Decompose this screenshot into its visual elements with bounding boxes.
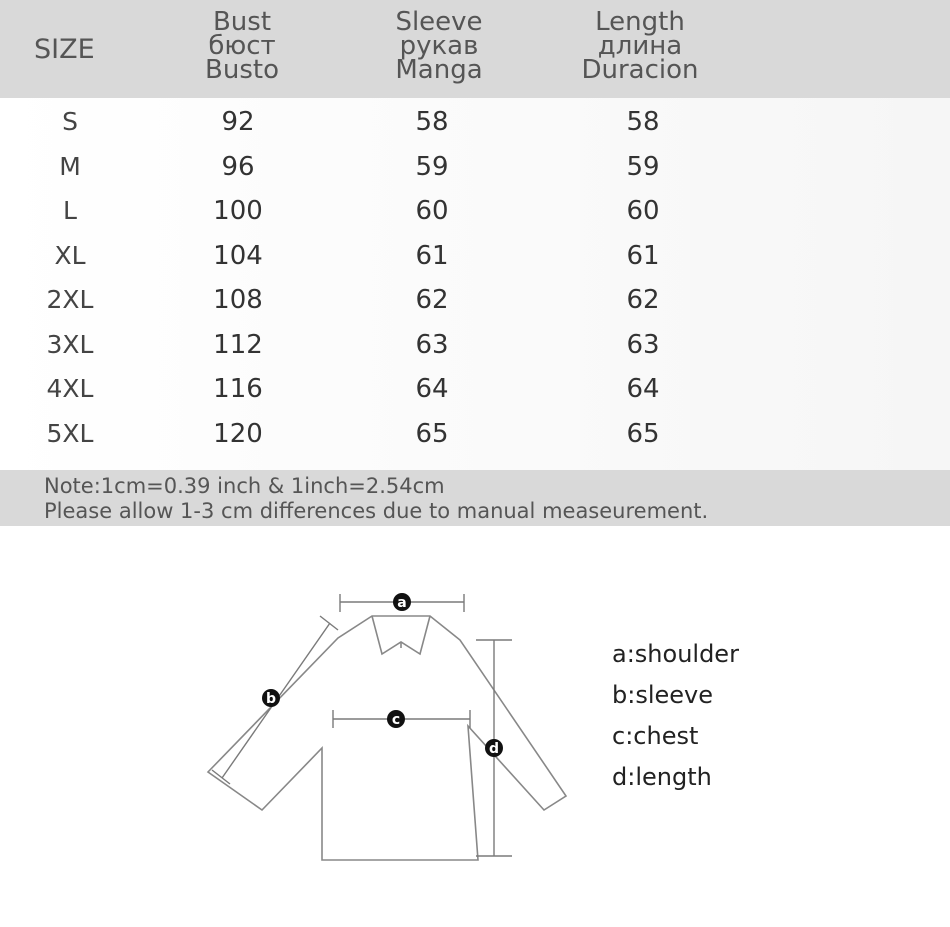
- legend-length: d:length: [612, 763, 712, 791]
- length-cell: 59: [626, 152, 660, 182]
- bust-header: [180, 7, 304, 85]
- note-line-1: Note:1cm=0.39 inch & 1inch=2.54cm: [44, 474, 445, 498]
- marker-a-label: a: [397, 595, 407, 611]
- table-row: [0, 189, 950, 233]
- table-row: [0, 278, 950, 322]
- bust-cell: 120: [213, 419, 263, 449]
- bust-cell: 112: [213, 330, 263, 360]
- bust-header-es: Busto: [205, 55, 279, 85]
- length-cell: 62: [626, 285, 660, 315]
- sleeve-cell: 61: [415, 241, 449, 271]
- marker-a: [393, 593, 411, 611]
- note-line-2: Please allow 1-3 cm differences due to manual measeurement.: [44, 499, 709, 523]
- sleeve-cell: 64: [415, 374, 449, 404]
- length-cell: 61: [626, 241, 660, 271]
- size-cell: 2XL: [46, 285, 94, 314]
- marker-d: [485, 739, 503, 757]
- bust-cell: 108: [213, 285, 263, 315]
- legend-chest: c:chest: [612, 722, 699, 750]
- sleeve-header-en: Sleeve: [395, 7, 483, 37]
- table-row: [0, 412, 950, 456]
- length-cell: 60: [626, 196, 660, 226]
- bust-header-ru: бюст: [208, 31, 276, 61]
- size-table-header: [0, 0, 950, 98]
- sleeve-cell: 63: [415, 330, 449, 360]
- table-row: [0, 323, 950, 367]
- measurement-note: [0, 470, 950, 526]
- sleeve-cell: 59: [415, 152, 449, 182]
- sleeve-cell: 65: [415, 419, 449, 449]
- size-cell: 4XL: [46, 374, 94, 403]
- marker-d-label: d: [488, 741, 500, 757]
- legend-shoulder: a:shoulder: [612, 640, 739, 668]
- size-cell: S: [62, 107, 78, 136]
- bust-cell: 116: [213, 374, 263, 404]
- size-cell: XL: [54, 241, 86, 270]
- length-cell: 58: [626, 107, 660, 137]
- size-cell: 3XL: [46, 330, 94, 359]
- shirt-diagram: [0, 526, 950, 923]
- marker-b-label: b: [265, 691, 277, 707]
- length-header-en: Length: [595, 7, 685, 37]
- table-row: [0, 100, 950, 144]
- table-row: [0, 145, 950, 189]
- length-header: [570, 7, 710, 85]
- marker-b: [262, 689, 280, 707]
- sleeve-header: [372, 7, 506, 85]
- measurement-diagram: [0, 526, 950, 923]
- bust-header-en: Bust: [212, 7, 272, 37]
- length-header-ru: длина: [597, 31, 683, 61]
- length-cell: 63: [626, 330, 660, 360]
- legend-sleeve: b:sleeve: [612, 681, 713, 709]
- bust-cell: 96: [221, 152, 255, 182]
- length-cell: 65: [626, 419, 660, 449]
- size-cell: 5XL: [46, 419, 94, 448]
- bust-cell: 92: [221, 107, 255, 137]
- sleeve-header-ru: рукав: [399, 31, 479, 61]
- sleeve-cell: 60: [415, 196, 449, 226]
- length-header-es: Duracion: [581, 55, 699, 85]
- table-row: [0, 234, 950, 278]
- table-row: [0, 367, 950, 411]
- marker-c: [387, 710, 405, 728]
- bust-cell: 104: [213, 241, 263, 271]
- length-cell: 64: [626, 374, 660, 404]
- bust-cell: 100: [213, 196, 263, 226]
- size-cell: L: [63, 196, 77, 225]
- sleeve-header-es: Manga: [395, 55, 483, 85]
- size-header: SIZE: [34, 34, 95, 65]
- shirt-outline: [208, 616, 566, 860]
- size-cell: M: [59, 152, 81, 181]
- marker-c-label: c: [391, 712, 401, 728]
- size-table-body: [0, 98, 950, 470]
- sleeve-cell: 58: [415, 107, 449, 137]
- sleeve-cell: 62: [415, 285, 449, 315]
